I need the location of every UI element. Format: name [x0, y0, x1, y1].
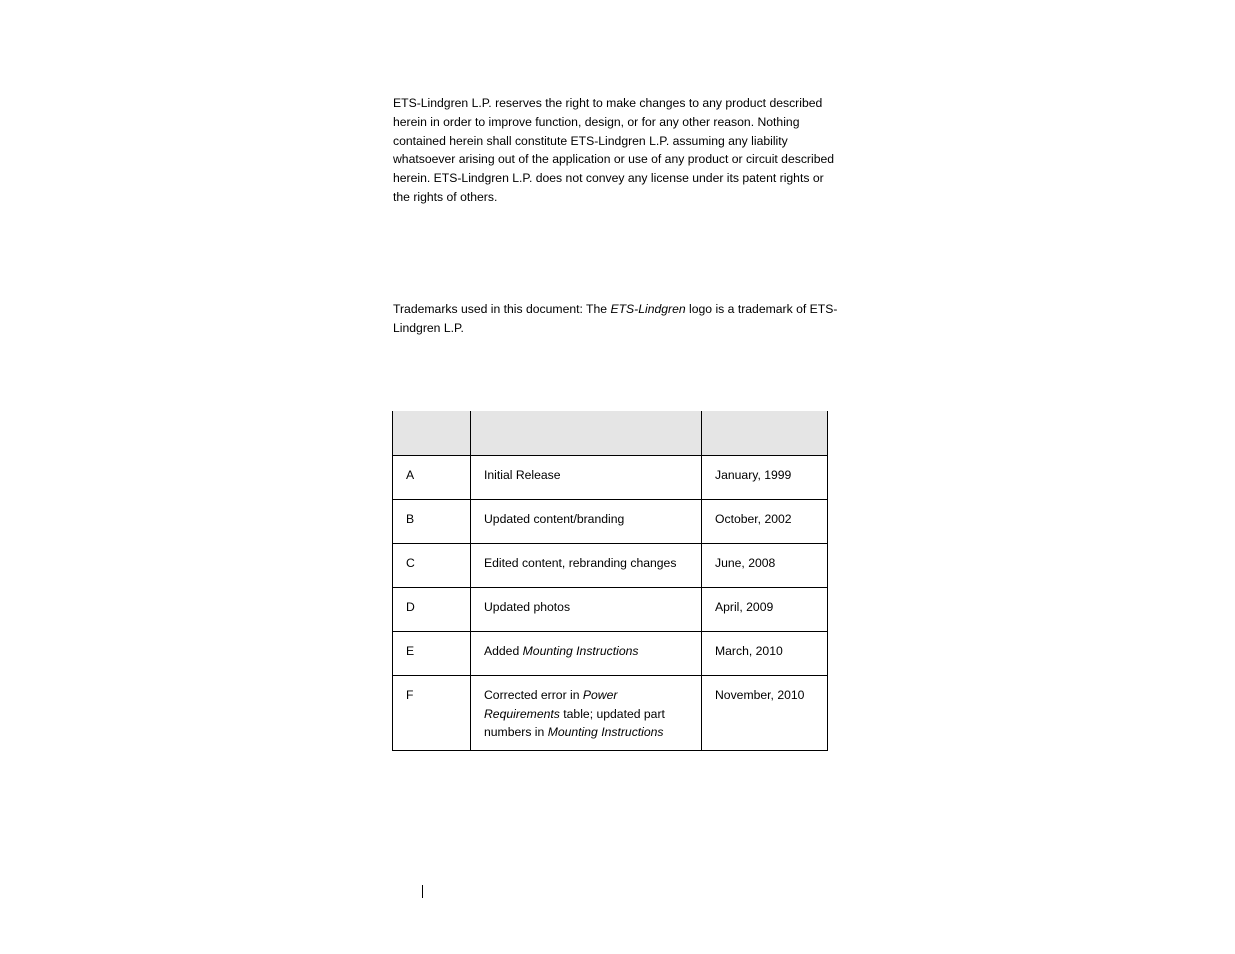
revision-cell: B [393, 500, 471, 544]
description-emphasis: Mounting Instructions [522, 644, 639, 658]
description-text: Updated photos [484, 600, 571, 614]
table-row [393, 588, 828, 632]
revision-cell: E [393, 632, 471, 676]
revision-history-table [392, 411, 828, 751]
date-cell: March, 2010 [702, 632, 828, 676]
table-row [393, 632, 828, 676]
date-cell: November, 2010 [702, 676, 828, 751]
disclaimer-paragraph: ETS-Lindgren L.P. reserves the right to make changes to any product described herein in order to improve function, design, or for any other reason. Nothing contained herein shall constitute ETS-Lindgren L.P. assuming any liability whatsoever arising out of the application or use of any product or circuit described herein. ETS-Lindgren L.P. does not convey any license under its patent rights or the rights of others. [393, 96, 835, 204]
description-emphasis: Power Requirements [484, 688, 618, 721]
revision-cell: D [393, 588, 471, 632]
header-cell-date [702, 411, 828, 456]
header-cell-revision [393, 411, 471, 456]
description-cell [471, 588, 702, 632]
table-row [393, 500, 828, 544]
description-text: Corrected error in [484, 688, 583, 702]
table-row [393, 544, 828, 588]
trademark-suffix: logo is a trademark of ETS-Lindgren L.P. [393, 302, 838, 335]
trademark-brand: ETS-Lindgren [610, 302, 686, 316]
description-text: table; updated part numbers in [484, 706, 665, 740]
description-cell [471, 500, 702, 544]
description-cell [471, 632, 702, 676]
header-cell-description [471, 411, 702, 456]
table-row [393, 456, 828, 500]
description-emphasis: Mounting Instructions [547, 725, 664, 740]
revision-cell: A [393, 456, 471, 500]
description-text: Added [484, 644, 523, 658]
table-row [393, 676, 828, 751]
description-cell [471, 676, 702, 751]
description-cell [471, 544, 702, 588]
trademark-prefix: Trademarks used in this document: The [393, 302, 611, 316]
description-text: Edited content, rebranding changes [484, 556, 677, 570]
date-cell: January, 1999 [702, 456, 828, 500]
description-text: Updated content/branding [484, 512, 625, 526]
date-cell: April, 2009 [702, 588, 828, 632]
revision-cell: F [393, 676, 471, 751]
footer-rule-mark [422, 885, 423, 898]
date-cell: June, 2008 [702, 544, 828, 588]
trademark-paragraph [393, 300, 839, 338]
description-cell [471, 456, 702, 500]
date-cell: October, 2002 [702, 500, 828, 544]
revision-cell: C [393, 544, 471, 588]
revision-table-header [393, 411, 828, 456]
description-text: Initial Release [484, 468, 561, 482]
revision-table-body [393, 456, 828, 751]
